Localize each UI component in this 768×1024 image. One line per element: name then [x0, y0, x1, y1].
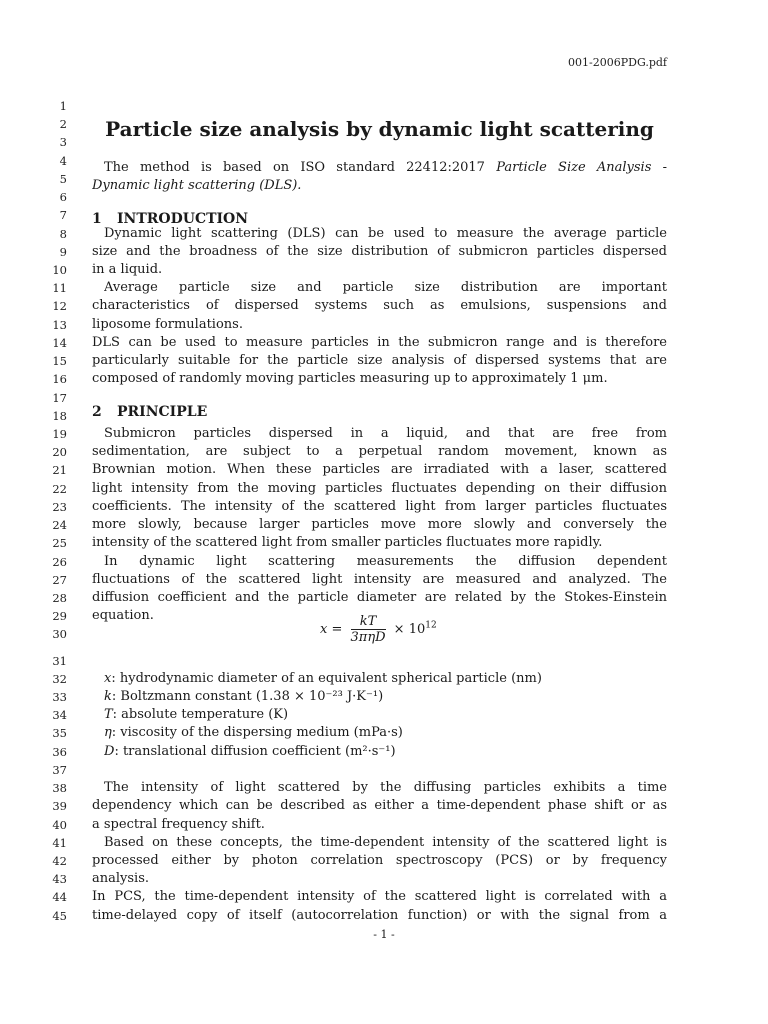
text-line: processed either by photon correlation spectroscopy (PCS) or by frequency [92, 853, 667, 869]
text-line: fluctuations of the scattered light intensity are measured and analyzed. The [92, 571, 667, 587]
text-line: In PCS, the time-dependent intensity of the scattered light is correlated with a [92, 889, 667, 905]
line-number: 31 [52, 653, 67, 668]
line-number: 27 [52, 572, 67, 587]
text-line: diffusion coefficient and the particle diameter are related by the Stokes-Einstein [92, 589, 667, 605]
definition-item: T: absolute temperature (K) [104, 707, 289, 723]
line-number: 1 [59, 99, 67, 113]
line-number: 6 [59, 190, 67, 205]
line-number: 16 [52, 372, 67, 387]
line-number: 14 [52, 335, 67, 350]
line-number: 11 [52, 281, 67, 296]
line-number: 40 [52, 817, 67, 832]
definition-item: D: translational diffusion coefficient (m²·s⁻¹) [104, 743, 396, 759]
document-title: Particle size analysis by dynamic light scattering [105, 117, 654, 141]
text-line: particularly suitable for the particle size analysis of dispersed systems that are [92, 353, 667, 369]
line-number: 32 [52, 671, 67, 686]
line-number: 4 [59, 153, 67, 168]
line-number: 41 [52, 835, 67, 850]
line-number: 3 [59, 135, 67, 150]
line-number: 34 [52, 708, 67, 723]
line-number: 5 [59, 171, 67, 186]
line-number: 38 [52, 781, 67, 796]
section-heading-introduction: 1 INTRODUCTION [92, 211, 249, 227]
text-line: intensity of the scattered light from smaller particles fluctuates more rapidly. [92, 535, 603, 551]
text-line: coefficients. The intensity of the scattered light from larger particles fluctuates [92, 498, 667, 514]
line-number: 10 [52, 262, 67, 277]
line-number: 13 [52, 317, 67, 332]
line-number: 8 [59, 226, 67, 241]
line-number: 44 [52, 890, 67, 905]
line-number: 43 [52, 872, 67, 887]
line-number: 24 [52, 518, 67, 533]
header-filename: 001-2006PDG.pdf [568, 56, 667, 69]
text-line: time-delayed copy of itself (autocorrelation function) or with the signal from a [92, 907, 667, 923]
line-number: 18 [52, 408, 67, 423]
text-line: sedimentation, are subject to a perpetual random movement, known as [92, 444, 667, 460]
line-number: 21 [52, 463, 67, 478]
text-line: Brownian motion. When these particles are irradiated with a laser, scattered [92, 462, 667, 478]
text-line: size and the broadness of the size distribution of submicron particles dispersed [92, 243, 667, 259]
text-line: Based on these concepts, the time-dependent intensity of the scattered light is [104, 834, 667, 850]
definition-item: η: viscosity of the dispersing medium (mPa·s) [104, 725, 403, 741]
intro-line: Dynamic light scattering (DLS). [92, 178, 302, 193]
text-line: In dynamic light scattering measurements the diffusion dependent [104, 553, 667, 569]
text-line: dependency which can be described as either a time-dependent phase shift or as [92, 798, 667, 814]
definition-item: x: hydrodynamic diameter of an equivalent spherical particle (nm) [104, 670, 542, 686]
text-line: analysis. [92, 871, 150, 887]
line-number: 15 [52, 354, 67, 369]
line-number: 45 [52, 908, 67, 923]
text-line: The intensity of light scattered by the diffusing particles exhibits a time [104, 780, 667, 796]
line-number: 22 [52, 481, 67, 496]
text-line: Average particle size and particle size distribution are important [104, 280, 667, 296]
line-number: 12 [52, 299, 67, 314]
text-line: in a liquid. [92, 261, 163, 277]
line-number: 35 [52, 726, 67, 741]
line-number: 2 [59, 117, 67, 132]
line-number: 17 [52, 390, 67, 405]
line-number: 30 [52, 627, 67, 641]
text-line: liposome formulations. [92, 316, 243, 332]
text-line: characteristics of dispersed systems such as emulsions, suspensions and [92, 298, 667, 314]
line-number: 37 [52, 762, 67, 777]
text-line: more slowly, because larger particles move more slowly and conversely the [92, 517, 667, 533]
line-number: 23 [52, 499, 67, 514]
line-number: 33 [52, 690, 67, 705]
text-line: Dynamic light scattering (DLS) can be used to measure the average particle [104, 225, 667, 241]
line-number: 28 [52, 590, 67, 605]
text-line: composed of randomly moving particles measuring up to approximately 1 μm. [92, 371, 608, 387]
text-line: DLS can be used to measure particles in the submicron range and is therefore [92, 334, 667, 350]
text-line: light intensity from the moving particles fluctuates depending on their diffusion [92, 480, 667, 496]
stokes-einstein-equation: x = $\frac{kT}{\text{3πηD}}$ × $10^{12}$ [320, 614, 437, 645]
section-heading-principle: 2 PRINCIPLE [92, 404, 208, 420]
definition-item: k: Boltzmann constant (1.38 × 10⁻²³ J·K⁻¹) [104, 689, 384, 705]
line-number: 7 [59, 208, 67, 223]
line-number: 29 [52, 609, 67, 624]
line-number: 25 [52, 536, 67, 551]
line-number: 19 [52, 426, 67, 441]
line-number: 20 [52, 445, 67, 460]
text-line: Submicron particles dispersed in a liquid, and that are free from [104, 425, 667, 441]
line-number: 26 [52, 554, 67, 569]
line-number: 39 [52, 799, 67, 814]
line-number: 9 [59, 244, 67, 259]
intro-line: The method is based on ISO standard 22412:2017 Particle Size Analysis - [104, 160, 667, 175]
line-number: 36 [52, 744, 67, 759]
line-number: 42 [52, 854, 67, 869]
text-line: a spectral frequency shift. [92, 816, 265, 832]
page-number: - 1 - [373, 928, 395, 941]
text-line: equation. [92, 608, 154, 624]
